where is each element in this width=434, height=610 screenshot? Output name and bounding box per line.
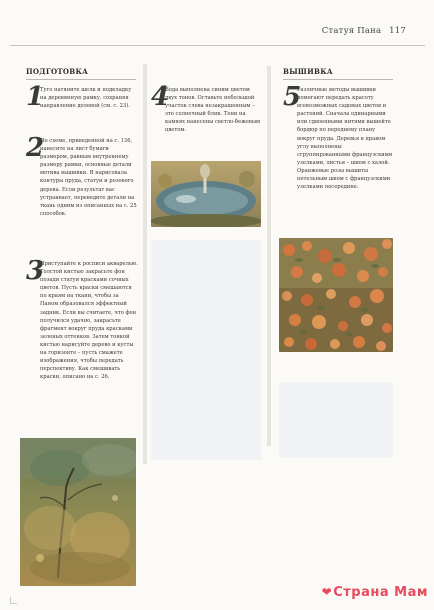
step-text: Приступайте к росписи акварелью. Толстой кистью закрасьте фон позади статуи красками сочных цветов. Пусть краски смешаются по краям на ткани, чтобы за Паном образовался эффектный задник. Если вы считаете, что фон получился удачно, закрасьте фрагмент вокруг пруда красками зеленых оттенков. Затем тонкой кистью нарисуйте дерево и кусты на горизонте – пусть смажете изображения, чтобы передать перспективу. Как смешивать краски, описано на с. 26.	[40, 261, 138, 381]
step-number: 4	[151, 82, 170, 112]
header-rule	[10, 45, 425, 46]
step-1	[26, 84, 138, 110]
step-4	[151, 84, 261, 135]
step-5	[283, 84, 395, 191]
step-number: 3	[26, 256, 45, 286]
section-rule-left	[26, 79, 136, 80]
step-2	[26, 135, 138, 218]
page-number: 117	[389, 26, 406, 36]
section-title-embroidery: ВЫШИВКА	[283, 67, 333, 76]
step-3	[26, 258, 138, 381]
step-number: 2	[26, 133, 45, 163]
photo-embroidered-roses	[279, 238, 393, 352]
column-divider-right	[267, 66, 271, 446]
blank-panel-middle	[151, 240, 261, 460]
site-watermark	[322, 585, 428, 600]
step-text: Различные методы вышивки помогают передать красоту всевозможных садовых цветов и растений. Сначала одинарными или сдвоенными нитями вышейте бордюр по переднему плану вокруг пруда. Деревья в правом углу выполнены сгруппированными французскими узелками, листья – швом с халой. Оранжевые розы вышиты петельным швом с французскими узелками посередине.	[297, 87, 393, 191]
running-header	[322, 26, 406, 40]
step-text: По схеме, приведенной на с. 136, нанесите на лист бумаги размером, равным внутреннему размеру рамки, основные детали мотива вышивки. Я нарисовала контуры пруда, статуи и розового дерева. Если результат вас устраивает, переведите детали на ткань одним из описанных на с. 25 способов.	[40, 138, 137, 217]
crop-mark	[10, 597, 17, 604]
photo-painted-pond	[151, 161, 261, 227]
step-text: Вода выполнена синим цветом двух тонов. Оставьте небольшой участок слева незакрашенным – это солнечный блик. Тени на камнях нанесены светло-бежевым цветом.	[165, 87, 261, 134]
section-rule-right	[283, 79, 393, 80]
step-number: 5	[283, 82, 302, 112]
blank-panel-right	[279, 382, 393, 458]
photo-painted-background	[20, 438, 136, 586]
column-divider-left	[143, 64, 147, 464]
heart-icon: ❤	[321, 585, 333, 599]
step-text: Туго натяните шелк и подкладку на деревянную рамку, сохраняя направление долевой (см. с. 23).	[40, 87, 132, 110]
watermark-text: Страна Мам	[333, 585, 428, 600]
running-title: Статуя Пана	[321, 26, 382, 36]
step-number: 1	[26, 82, 45, 112]
section-title-preparation: ПОДГОТОВКА	[26, 67, 89, 76]
